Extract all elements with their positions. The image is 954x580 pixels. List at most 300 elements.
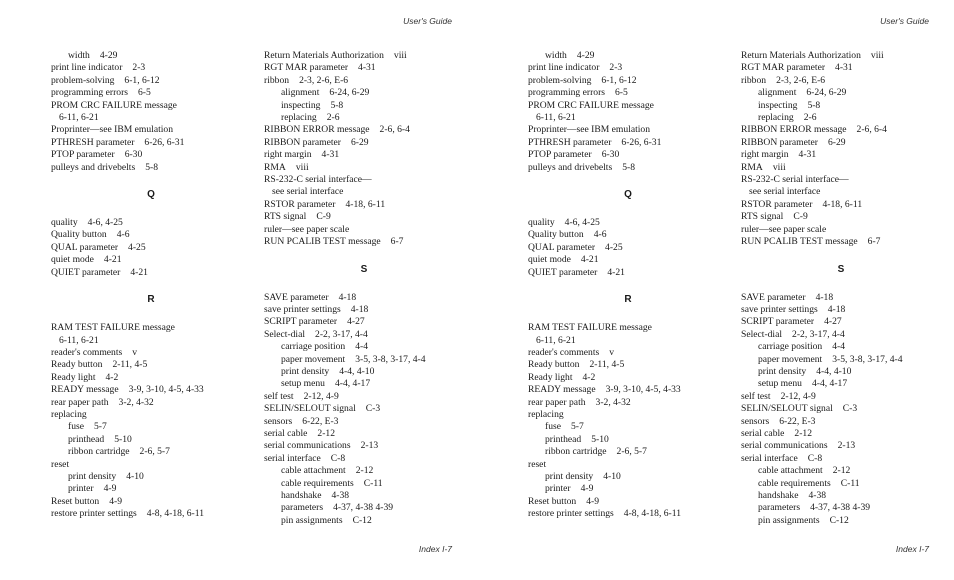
- index-entry: [528, 87, 728, 99]
- index-entry: [741, 224, 941, 236]
- page-references: 2-6, 6-4: [379, 124, 410, 136]
- page-references: 4-31: [798, 149, 817, 161]
- index-term: programming errors: [51, 87, 128, 99]
- page-references: 2-11, 4-5: [112, 359, 148, 371]
- index-term: SAVE parameter: [264, 291, 329, 303]
- page-references: C-11: [363, 477, 383, 489]
- index-entry: [51, 149, 251, 161]
- page-references: 6-5: [138, 87, 151, 99]
- page-references: 5-8: [622, 161, 635, 173]
- index-subentry: [741, 354, 941, 366]
- index-entry: [528, 229, 728, 241]
- index-entry: [741, 186, 941, 198]
- page-references: 4-2: [105, 371, 119, 383]
- index-term: RMA: [264, 161, 286, 173]
- index-term: replacing: [51, 408, 87, 420]
- index-term: width: [545, 50, 567, 61]
- index-entry: [741, 149, 941, 161]
- index-term: print density: [281, 365, 330, 377]
- page-references: 4-9: [109, 495, 123, 507]
- page-references: 4-18: [350, 303, 369, 315]
- index-subentry: [51, 50, 251, 62]
- index-entry: [51, 322, 251, 334]
- page-references: 4-27: [824, 316, 842, 328]
- index-entry: [741, 174, 941, 186]
- page-references: 4-29: [576, 50, 595, 61]
- index-term: ruler—see paper scale: [264, 223, 350, 235]
- page-references: 3-2, 4-32: [595, 396, 631, 408]
- page-references: 4-21: [607, 266, 625, 278]
- index-term: 6-11, 6-21: [59, 112, 99, 124]
- page-references: 6-30: [124, 149, 143, 161]
- page-references: C-11: [840, 477, 860, 489]
- index-term: inspecting: [758, 99, 798, 111]
- index-term: print line indicator: [528, 62, 600, 74]
- index-term: Quality button: [51, 229, 107, 241]
- index-entry: [264, 224, 464, 236]
- index-entry: [528, 217, 728, 229]
- page-references: 4-21: [103, 254, 122, 266]
- index-term: right margin: [741, 149, 789, 161]
- index-entry: [741, 124, 941, 136]
- index-entry: [528, 322, 728, 334]
- page-references: 6-7: [390, 236, 404, 248]
- index-term: RIBBON ERROR message: [264, 124, 370, 136]
- index-term: setup menu: [758, 378, 802, 390]
- page-references: 2-3, 2-6, E-6: [299, 74, 349, 86]
- index-term: Quality button: [528, 229, 584, 241]
- index-term: Reset button: [51, 495, 100, 507]
- index-term: READY message: [528, 384, 596, 396]
- index-subentry: [51, 471, 251, 483]
- index-term: PTHRESH parameter: [528, 136, 612, 148]
- index-term: setup menu: [281, 378, 325, 390]
- index-subentry: [741, 87, 941, 99]
- index-term: Select-dial: [741, 328, 783, 340]
- index-term: rear paper path: [51, 396, 109, 408]
- index-term: serial cable: [264, 427, 308, 439]
- index-entry: [264, 428, 464, 440]
- index-term: quiet mode: [528, 254, 571, 266]
- page-references: 4-9: [580, 483, 594, 495]
- page-references: 4-37, 4-38 4-39: [810, 502, 871, 514]
- page-references: 5-10: [114, 433, 132, 445]
- index-term: RAM TEST FAILURE message: [51, 322, 175, 334]
- index-entry: [741, 304, 941, 316]
- index-term: Return Materials Authorization: [741, 50, 861, 61]
- index-entry: [51, 384, 251, 396]
- index-subentry: [741, 465, 941, 477]
- index-term: RTS signal: [741, 211, 784, 223]
- page-references: viii: [393, 50, 407, 61]
- page-references: 4-2: [582, 371, 596, 383]
- index-term: carriage position: [758, 341, 823, 353]
- index-entry: [51, 100, 251, 112]
- index-term: printer: [68, 483, 94, 495]
- page-references: C-3: [365, 403, 381, 415]
- page-references: 4-37, 4-38 4-39: [333, 502, 394, 514]
- index-term: ribbon cartridge: [68, 446, 130, 458]
- index-entry: [264, 236, 464, 248]
- page-references: 4-25: [605, 241, 623, 253]
- page-references: 4-31: [358, 62, 376, 74]
- page-references: C-12: [352, 514, 372, 526]
- index-term: paper movement: [758, 353, 823, 365]
- index-entry: [264, 124, 464, 136]
- index-term: RTS signal: [264, 211, 307, 223]
- index-entry: [264, 137, 464, 149]
- page-references: 4-6, 4-25: [564, 217, 600, 229]
- page-references: 5-10: [591, 433, 609, 445]
- index-term: problem-solving: [51, 74, 115, 86]
- index-subentry: [528, 50, 728, 62]
- index-entry: [51, 397, 251, 409]
- page-references: 4-8, 4-18, 6-11: [623, 508, 681, 520]
- page-references: 4-31: [835, 62, 853, 74]
- page-references: 4-25: [128, 241, 146, 253]
- index-column-1: [51, 50, 251, 521]
- index-term: self test: [264, 390, 294, 402]
- page-references: 2-12, 4-9: [303, 390, 339, 402]
- index-subentry: [741, 100, 941, 112]
- index-subentry: [264, 378, 464, 390]
- index-term: PROM CRC FAILURE message: [528, 99, 654, 111]
- page-references: 5-8: [807, 99, 821, 111]
- index-term: reader's comments: [528, 346, 600, 358]
- page-references: 6-7: [867, 236, 881, 248]
- index-entry: [528, 496, 728, 508]
- page-references: 2-3, 2-6, E-6: [776, 74, 826, 86]
- index-term: replacing: [528, 408, 564, 420]
- index-entry: [528, 384, 728, 396]
- index-column-2: [741, 50, 941, 527]
- index-term: Ready button: [51, 359, 103, 371]
- index-term: SELIN/SELOUT signal: [264, 403, 356, 415]
- index-term: cable requirements: [281, 477, 354, 489]
- page-references: 2-6: [326, 112, 340, 124]
- page-references: 6-1, 6-12: [124, 74, 160, 86]
- section-letter-s: S: [360, 263, 368, 275]
- index-term: inspecting: [281, 99, 321, 111]
- index-subentry: [264, 341, 464, 353]
- index-entry: [741, 75, 941, 87]
- index-subentry: [528, 434, 728, 446]
- index-subentry: [741, 478, 941, 490]
- index-entry: [741, 199, 941, 211]
- page-references: 6-30: [601, 149, 620, 161]
- index-term: sensors: [264, 415, 293, 427]
- index-entry: [264, 75, 464, 87]
- index-entry: [528, 62, 728, 74]
- page-references: 4-18, 6-11: [345, 198, 386, 210]
- page-references: 4-10: [603, 470, 621, 482]
- index-entry: [51, 347, 251, 359]
- index-entry: [51, 372, 251, 384]
- index-term: print density: [545, 470, 594, 482]
- page-references: 4-27: [347, 316, 365, 328]
- page-references: 4-6, 4-25: [87, 217, 123, 229]
- index-entry: [264, 149, 464, 161]
- index-term: QUIET parameter: [51, 266, 121, 278]
- index-entry: [264, 162, 464, 174]
- index-term: print density: [68, 470, 117, 482]
- page-references: 5-7: [93, 421, 107, 433]
- page-references: 6-22, E-3: [302, 415, 339, 427]
- index-term: printhead: [545, 433, 582, 445]
- index-subentry: [741, 366, 941, 378]
- index-entry: [51, 75, 251, 87]
- index-subentry: [264, 478, 464, 490]
- index-subentry: [741, 502, 941, 514]
- index-term: pulleys and drivebelts: [51, 161, 136, 173]
- index-term: sensors: [741, 415, 770, 427]
- index-term: print line indicator: [51, 62, 123, 74]
- index-entry: [528, 137, 728, 149]
- index-entry: [264, 416, 464, 428]
- index-subentry: [741, 341, 941, 353]
- index-term: save printer settings: [741, 303, 818, 315]
- page-references: 2-6, 5-7: [139, 446, 170, 458]
- page-references: C-8: [330, 452, 346, 464]
- index-term: serial cable: [741, 427, 785, 439]
- index-term: RIBBON parameter: [264, 136, 341, 148]
- page-references: 4-8, 4-18, 6-11: [146, 508, 204, 520]
- index-entry: [528, 254, 728, 266]
- index-term: SELIN/SELOUT signal: [741, 403, 833, 415]
- page-references: 6-24, 6-29: [329, 87, 370, 99]
- page-references: 4-38: [331, 490, 350, 501]
- index-subentry: [528, 471, 728, 483]
- index-entry: [51, 267, 251, 279]
- index-term: ruler—see paper scale: [741, 223, 827, 235]
- page-references: 4-18, 6-11: [822, 198, 863, 210]
- index-subentry: [528, 446, 728, 458]
- index-term: Ready light: [528, 371, 573, 383]
- index-entry: [264, 440, 464, 452]
- index-subentry: [51, 421, 251, 433]
- page-references: 4-21: [130, 266, 148, 278]
- index-entry: [741, 137, 941, 149]
- page-references: 2-13: [837, 440, 856, 452]
- page-references: 4-4, 4-17: [811, 378, 848, 390]
- index-column-1: [528, 50, 728, 521]
- index-entry: [51, 409, 251, 421]
- index-entry: [741, 62, 941, 74]
- index-entry: [741, 403, 941, 415]
- index-subentry: [264, 354, 464, 366]
- index-term: RS-232-C serial interface—: [741, 174, 849, 186]
- section-letter-r: R: [147, 294, 155, 306]
- index-term: alignment: [281, 87, 320, 99]
- page-references: 6-24, 6-29: [806, 87, 847, 99]
- index-term: Proprinter—see IBM emulation: [51, 124, 174, 136]
- page-references: 3-2, 4-32: [118, 396, 154, 408]
- page-references: 2-12: [355, 465, 374, 477]
- index-entry: [528, 75, 728, 87]
- page-references: 3-9, 3-10, 4-5, 4-33: [605, 384, 681, 396]
- index-entry: [528, 124, 728, 136]
- page-references: 4-4: [355, 341, 368, 353]
- section-letter-q: Q: [624, 189, 632, 201]
- index-entry: [741, 391, 941, 403]
- index-term: serial communications: [264, 440, 351, 452]
- page-references: 5-8: [330, 99, 344, 111]
- index-subentry: [741, 515, 941, 527]
- section-letter-q: Q: [147, 189, 155, 201]
- index-term: replacing: [281, 112, 317, 124]
- index-entry: [741, 428, 941, 440]
- index-term: SCRIPT parameter: [741, 316, 815, 328]
- index-term: cable attachment: [281, 465, 346, 477]
- index-entry: [264, 211, 464, 223]
- index-entry: [51, 62, 251, 74]
- running-head: User's Guide: [403, 16, 452, 26]
- page-references: viii: [870, 50, 884, 61]
- index-term: RSTOR parameter: [741, 198, 813, 210]
- page-references: 4-4: [832, 341, 845, 353]
- index-entry: [528, 112, 728, 124]
- index-entry: [264, 174, 464, 186]
- index-entry: [51, 496, 251, 508]
- index-term: Return Materials Authorization: [264, 50, 384, 61]
- index-term: SAVE parameter: [741, 291, 806, 303]
- page-references: 5-7: [570, 421, 584, 433]
- page-references: 4-4, 4-17: [334, 378, 371, 390]
- page-references: C-12: [829, 514, 849, 526]
- section-letter-r: R: [624, 294, 632, 306]
- page-references: v: [132, 346, 138, 358]
- page-references: 4-38: [808, 490, 827, 501]
- index-entry: [528, 267, 728, 279]
- index-term: printhead: [68, 433, 105, 445]
- index-term: RIBBON parameter: [741, 136, 818, 148]
- index-term: RSTOR parameter: [264, 198, 336, 210]
- index-term: see serial interface: [749, 186, 821, 198]
- index-term: replacing: [758, 112, 794, 124]
- index-term: fuse: [68, 421, 84, 433]
- page-references: 2-11, 4-5: [589, 359, 625, 371]
- index-term: pulleys and drivebelts: [528, 161, 613, 173]
- index-term: reader's comments: [51, 346, 123, 358]
- page-references: 2-12: [794, 427, 813, 439]
- index-term: PTOP parameter: [51, 149, 115, 161]
- page-references: 6-26, 6-31: [621, 136, 662, 148]
- index-entry: [51, 87, 251, 99]
- index-term: QUAL parameter: [528, 241, 596, 253]
- index-entry: [51, 242, 251, 254]
- index-term: 6-11, 6-21: [59, 334, 99, 346]
- index-term: parameters: [281, 502, 324, 514]
- index-term: self test: [741, 390, 771, 402]
- index-entry: [264, 304, 464, 316]
- index-term: right margin: [264, 149, 312, 161]
- index-entry: [741, 292, 941, 304]
- index-term: rear paper path: [528, 396, 586, 408]
- page-references: 6-22, E-3: [779, 415, 816, 427]
- index-term: save printer settings: [264, 303, 341, 315]
- index-term: Proprinter—see IBM emulation: [528, 124, 651, 136]
- index-term: RUN PCALIB TEST message: [741, 236, 858, 248]
- index-subentry: [264, 100, 464, 112]
- page-footer: Index I-7: [895, 544, 929, 554]
- index-term: ribbon: [741, 74, 767, 86]
- page-references: 4-4, 4-10: [339, 365, 375, 377]
- index-term: QUAL parameter: [51, 241, 119, 253]
- index-entry: [264, 453, 464, 465]
- index-term: RIBBON ERROR message: [741, 124, 847, 136]
- index-term: quality: [51, 217, 78, 229]
- page-references: 4-18: [827, 303, 846, 315]
- index-subentry: [264, 112, 464, 124]
- index-entry: [741, 162, 941, 174]
- index-term: quality: [528, 217, 555, 229]
- page-references: 6-1, 6-12: [601, 74, 637, 86]
- page-references: 3-9, 3-10, 4-5, 4-33: [128, 384, 204, 396]
- index-term: Reset button: [528, 495, 577, 507]
- index-entry: [51, 459, 251, 471]
- index-term: problem-solving: [528, 74, 592, 86]
- index-subentry: [51, 483, 251, 495]
- index-entry: [264, 391, 464, 403]
- index-term: 6-11, 6-21: [536, 112, 576, 124]
- page-references: 4-18: [338, 291, 357, 303]
- index-entry: [51, 162, 251, 174]
- index-subentry: [51, 434, 251, 446]
- page-references: 4-6: [593, 229, 607, 241]
- index-term: carriage position: [281, 341, 346, 353]
- page-references: 4-18: [815, 291, 834, 303]
- page-references: C-3: [842, 403, 858, 415]
- index-term: PROM CRC FAILURE message: [51, 99, 177, 111]
- index-entry: [741, 50, 941, 62]
- index-entry: [51, 359, 251, 371]
- index-entry: [528, 149, 728, 161]
- index-term: reset: [51, 458, 70, 470]
- page-references: v: [609, 346, 615, 358]
- page-references: viii: [772, 161, 786, 173]
- index-entry: [741, 453, 941, 465]
- section-letter-s: S: [837, 263, 845, 275]
- index-entry: [528, 409, 728, 421]
- index-subentry: [264, 87, 464, 99]
- index-term: RGT MAR parameter: [264, 62, 349, 74]
- index-term: printer: [545, 483, 571, 495]
- index-term: pin assignments: [758, 514, 820, 526]
- index-term: fuse: [545, 421, 561, 433]
- index-term: QUIET parameter: [528, 266, 598, 278]
- page-references: 4-9: [103, 483, 117, 495]
- index-term: alignment: [758, 87, 797, 99]
- page-references: 4-9: [586, 495, 600, 507]
- index-term: serial communications: [741, 440, 828, 452]
- index-entry: [528, 397, 728, 409]
- page-references: 2-12: [832, 465, 851, 477]
- page-references: 6-5: [615, 87, 628, 99]
- page-references: 6-29: [828, 136, 846, 148]
- index-term: RMA: [741, 161, 763, 173]
- index-term: pin assignments: [281, 514, 343, 526]
- index-subentry: [264, 490, 464, 502]
- index-entry: [528, 347, 728, 359]
- page-references: C-9: [793, 211, 808, 223]
- page-references: 2-3: [132, 62, 146, 74]
- index-column-2: [264, 50, 464, 527]
- index-term: width: [68, 50, 90, 61]
- index-entry: [51, 112, 251, 124]
- index-term: restore printer settings: [51, 508, 137, 520]
- page-references: 4-31: [321, 149, 340, 161]
- index-entry: [51, 137, 251, 149]
